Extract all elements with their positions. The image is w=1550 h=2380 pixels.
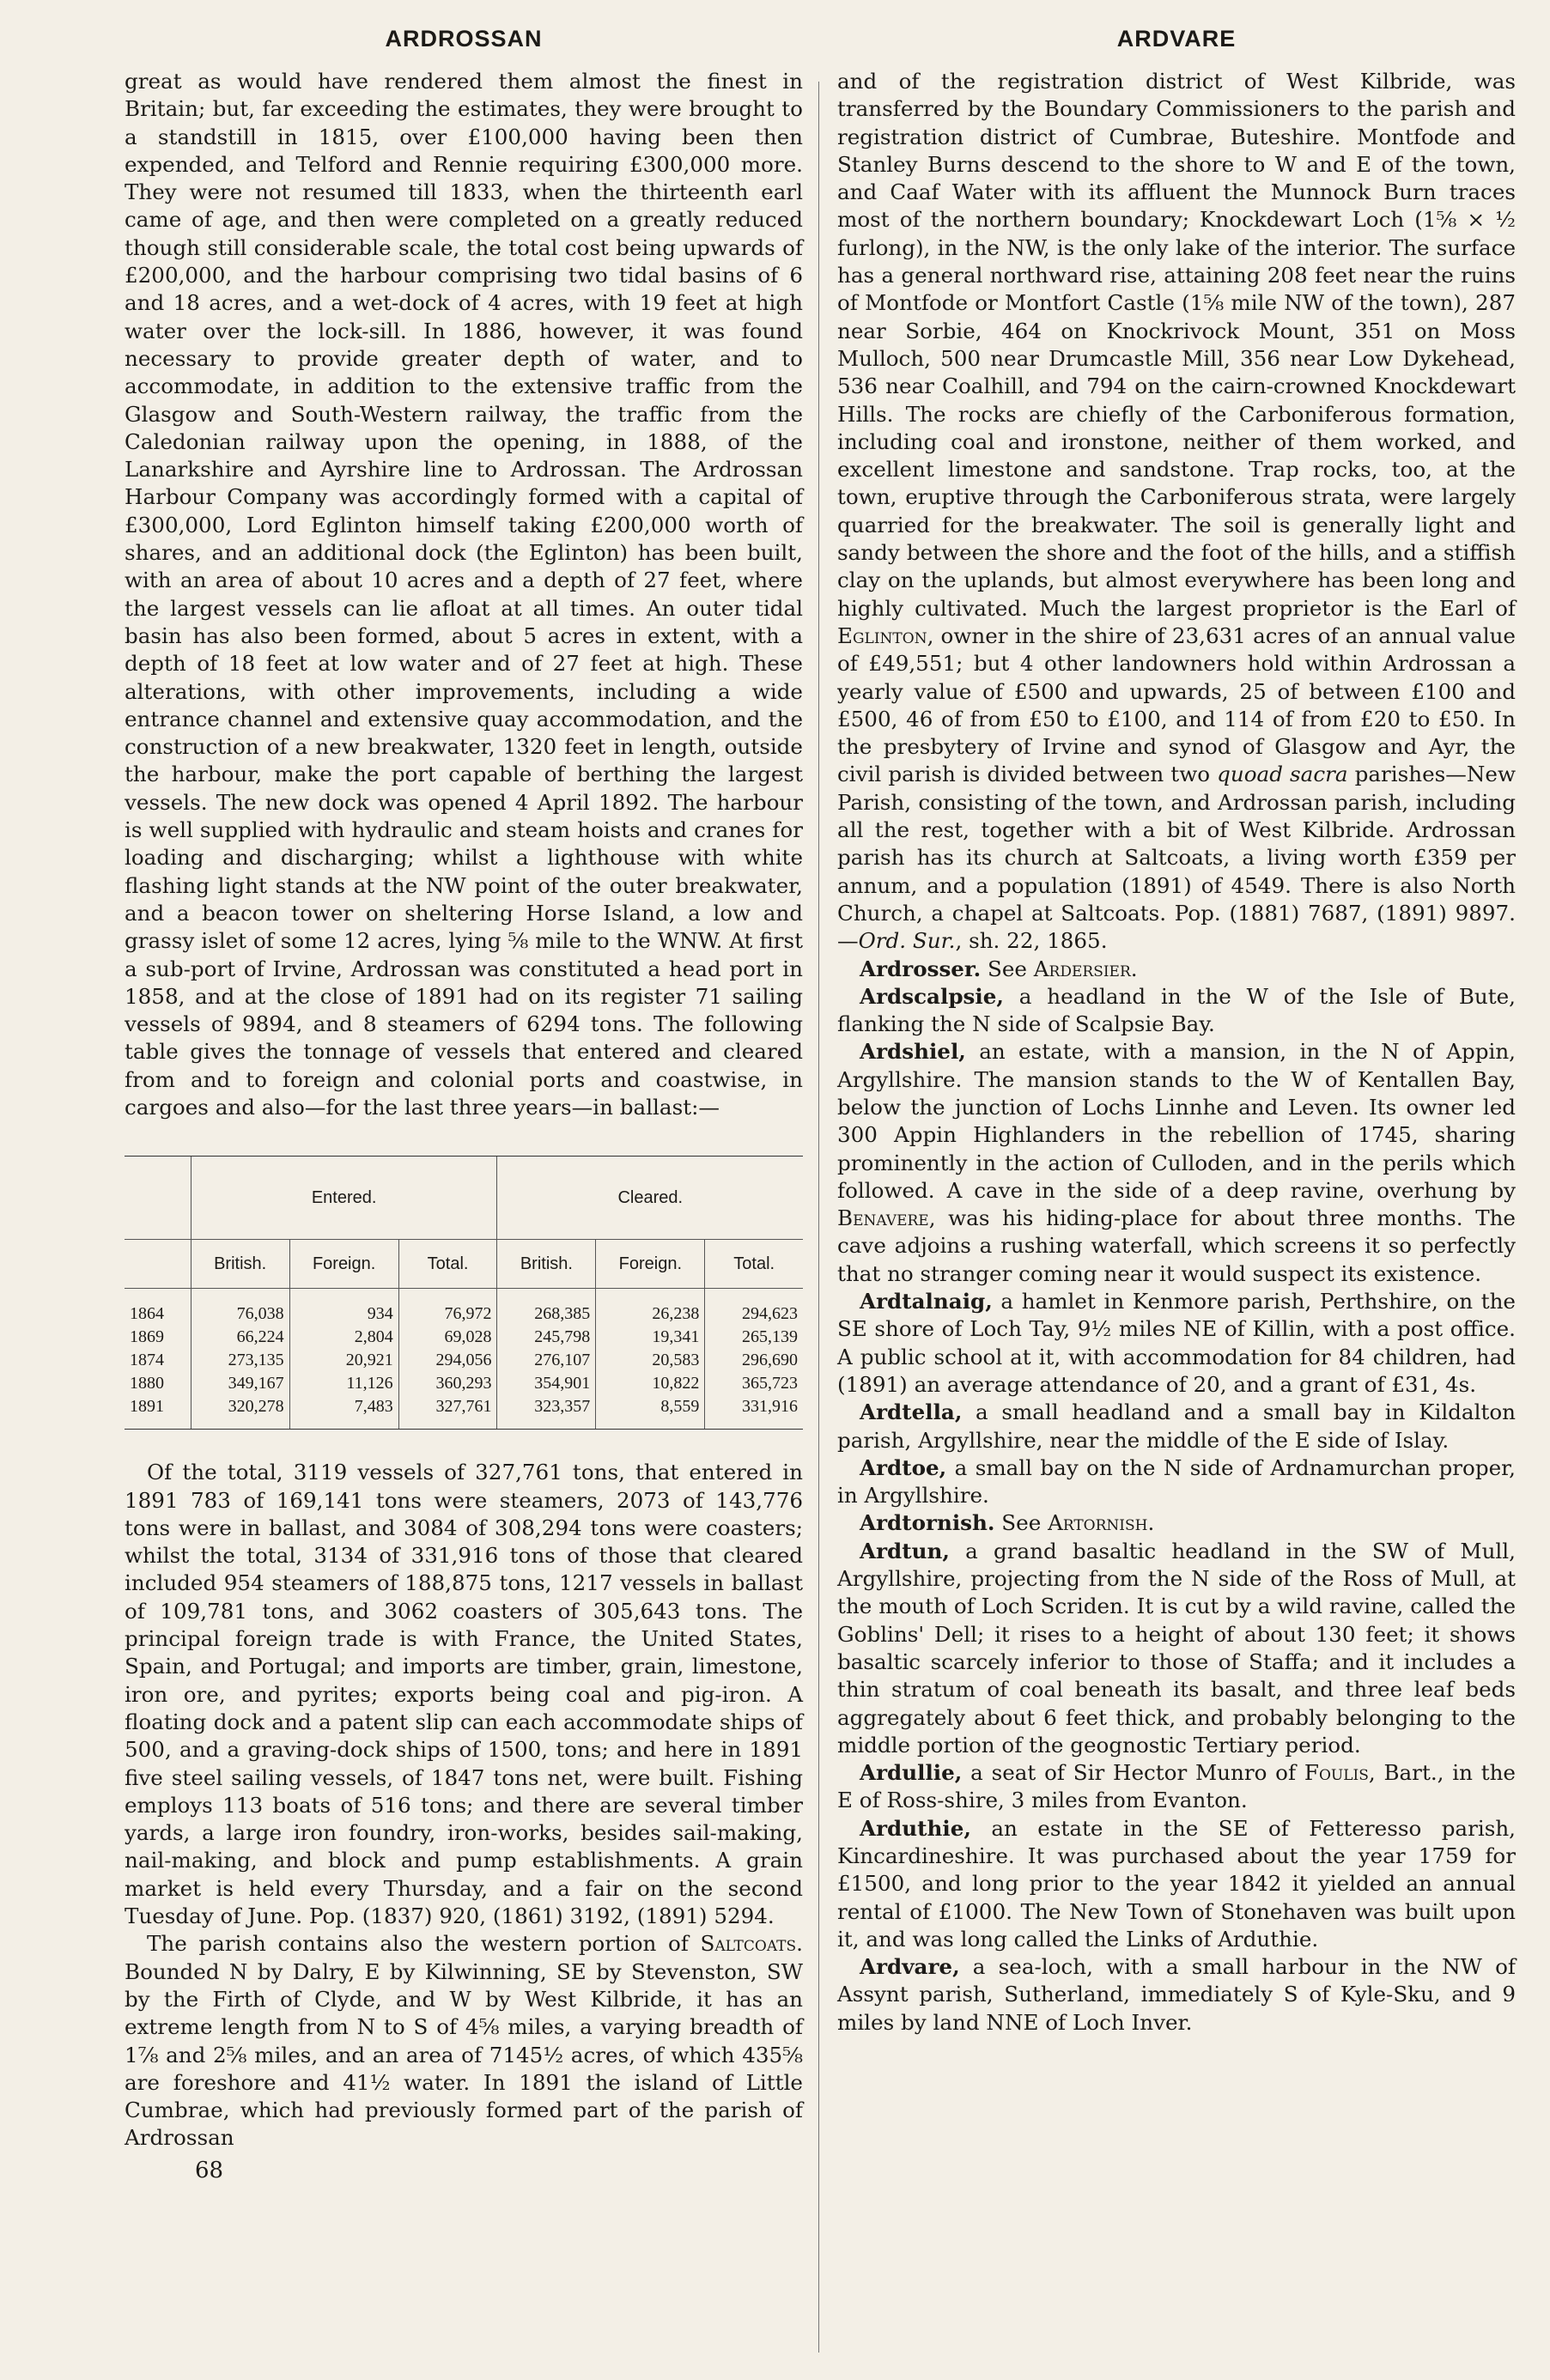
- col-header: Total.: [705, 1240, 803, 1289]
- left-column: [125, 26, 803, 2183]
- entry-term: Ardullie,: [860, 1760, 963, 1786]
- left-paragraph-1: great as would have rendered them almost the finest in Britain; but, far exceeding the estimates, they were brought to a standstill in 1815, over £100,000 having been then expended, and Telford and Rennie requiring £300,000 more. They were not resumed till 1833, when the thirteenth earl came of age, and then were completed on a greatly reduced though still considerable scale, the total cost being upwards of £200,000, and the harbour comprising two tidal basins of 6 and 18 acres, and a wet-dock of 4 acres, with 19 feet at high water over the lock-sill. In 1886, however, it was found necessary to provide greater depth of water, and to accommodate, in addition to the extensive traffic from the Glasgow and South-Western railway, the traffic from the Caledonian railway upon the opening, in 1888, of the Lanarkshire and Ayrshire line to Ardrossan. The Ardrossan Harbour Company was accordingly formed with a capital of £300,000, Lord Eglinton himself taking £200,000 worth of shares, and an additional dock (the Eglinton) has been built, with an area of about 10 acres and a depth of 27 feet, where the largest vessels can lie afloat at all times. An outer tidal basin has also been formed, about 5 acres in extent, with a depth of 18 feet at low water and of 27 feet at high. These alterations, with other improvements, including a wide entrance channel and extensive quay accommodation, and the construction of a new breakwater, 1320 feet in length, outside the harbour, make the port capable of berthing the largest vessels. The new dock was opened 4 April 1892. The harbour is well supplied with hydraulic and steam hoists and cranes for loading and discharging; whilst a lighthouse with white flashing light stands at the NW point of the outer breakwater, and a beacon tower on sheltering Horse Island, a low and grassy islet of some 12 acres, lying ⅝ mile to the WNW. At first a sub-port of Irvine, Ardrossan was constituted a head port in 1858, and at the close of 1891 had on its register 71 sailing vessels of 9894, and 8 steamers of 6294 tons. The following table gives the tonnage of vessels that entered and cleared from and to foreign and colonial ports and coastwise, in cargoes and also—for the last three years—in ballast:—: [125, 69, 803, 1120]
- table-cell: 294,056: [398, 1349, 497, 1372]
- gazetteer-entry: [837, 1454, 1516, 1510]
- col-header: British.: [191, 1240, 289, 1289]
- gazetteer-entry: [837, 956, 1516, 983]
- table-cell: 331,916: [705, 1395, 803, 1430]
- entry-term: Ardtalnaig,: [860, 1289, 993, 1314]
- table-corner: [125, 1157, 191, 1240]
- table-row: [125, 1395, 803, 1430]
- page-number: 68: [195, 2157, 224, 2183]
- cross-reference: Ardersier: [1033, 956, 1131, 981]
- table-cell: 76,038: [191, 1289, 289, 1327]
- entry-text: See: [981, 956, 1034, 981]
- table-cell: 349,167: [191, 1372, 289, 1395]
- table-cell: 1869: [130, 1327, 164, 1347]
- italic-term: quoad sacra: [1217, 762, 1348, 787]
- entry-term: Ardrosser.: [860, 956, 982, 981]
- table-cell: 360,293: [398, 1372, 497, 1395]
- entered-header: Entered.: [191, 1157, 497, 1240]
- table-cell: 7,483: [289, 1395, 398, 1430]
- entry-term: Ardtoe,: [860, 1454, 947, 1480]
- table-cell: 365,723: [705, 1372, 803, 1395]
- right-running-head: ARDVARE: [1116, 26, 1237, 52]
- table-cell: 296,690: [705, 1349, 803, 1372]
- cross-reference: Artornish: [1048, 1510, 1148, 1536]
- table-cell: 294,623: [705, 1289, 803, 1327]
- gazetteer-entry: [837, 1538, 1516, 1759]
- entry-text: an estate, with a mansion, in the N of Appin, Argyllshire. The mansion stands to the W of Kentallen Bay, below the junction of Lochs Linnhe and Leven. Its owner led 300 Appin Highlanders in the rebellion of 1745, sharing prominently in the action of Culloden, and in the perils which followed. A cave in the side of a deep ravine, overhung by: [837, 1039, 1516, 1203]
- entry-text: , Bart., in the E of Ross-shire, 3 miles from Evanton.: [837, 1760, 1516, 1813]
- survey-reference: Ord. Sur.: [858, 928, 956, 954]
- year-header: [125, 1240, 191, 1289]
- col-header: British.: [497, 1240, 596, 1289]
- table-cell: 26,238: [596, 1289, 705, 1327]
- table-cell: 245,798: [497, 1326, 596, 1349]
- table-cell: 1864: [130, 1304, 164, 1324]
- table-cell: 1880: [130, 1374, 164, 1393]
- entry-text: a seat of Sir Hector Munro of: [962, 1760, 1304, 1786]
- table-cell: 1891: [125, 1395, 191, 1430]
- table-cell: 69,028: [398, 1326, 497, 1349]
- entry-text: a small bay on the N side of Ardnamurchan proper, in Argyllshire.: [837, 1454, 1516, 1509]
- right-column: [837, 26, 1516, 2037]
- left-running-head: ARDROSSAN: [385, 26, 543, 52]
- table-cell: 265,139: [705, 1326, 803, 1349]
- entry-text: See: [994, 1510, 1049, 1536]
- entry-text: .: [1130, 956, 1138, 981]
- column-divider: [818, 82, 819, 2353]
- table-cell: 934: [289, 1289, 398, 1327]
- entry-text: a small headland and a small bay in Kildalton parish, Argyllshire, near the middle of the E side of Islay.: [837, 1399, 1516, 1453]
- entry-term: Arduthie,: [860, 1815, 971, 1841]
- cross-reference: Foulis: [1304, 1760, 1369, 1786]
- table-cell: 8,559: [596, 1395, 705, 1430]
- place-reference: Saltcoats: [700, 1931, 797, 1957]
- table-cell: 276,107: [497, 1349, 596, 1372]
- table-row: [125, 1372, 803, 1395]
- gazetteer-entry: [837, 1288, 1516, 1399]
- col-header: Foreign.: [289, 1240, 398, 1289]
- gazetteer-entry: [837, 1953, 1516, 2037]
- table-cell: 323,357: [497, 1395, 596, 1430]
- table-cell: 320,278: [191, 1395, 289, 1430]
- table-cell: 1874: [130, 1351, 164, 1370]
- table-row: [125, 1326, 803, 1349]
- entry-text: , was his hiding-place for about three months. The cave adjoins a rushing waterfall, which screens it so perfectly that no stranger coming near it would suspect its existence.: [837, 1205, 1516, 1286]
- entry-term: Ardtornish.: [860, 1510, 995, 1536]
- entry-text: a grand basaltic headland in the SW of Mull, Argyllshire, projecting from the N side of the Ross of Mull, at the mouth of Loch Scriden. It is cut by a wild ravine, called the Goblins' Dell; it rises to a height of about 130 feet; it shows basaltic scarcely inferior to those of Staffa; and it includes a thin stratum of coal beneath its basalt, and three leaf beds aggregately about 6 feet thick, and probably belonging to the middle portion of the geognostic Tertiary period.: [837, 1538, 1516, 1758]
- table-cell: 20,921: [289, 1349, 398, 1372]
- entry-text: an estate in the SE of Fetteresso parish, Kincardineshire. It was purchased about the year 1759 for £1500, and long prior to the year 1842 it yielded an annual rental of £1000. The New Town of Stonehaven was built upon it, and was long called the Links of Arduthie.: [837, 1815, 1516, 1952]
- table-cell: 354,901: [497, 1372, 596, 1395]
- cleared-header: Cleared.: [497, 1157, 803, 1240]
- text-run: parishes—New Parish, consisting of the town, and Ardrossan parish, including all the rest, together with a bit of West Kilbride. Ardrossan parish has its church at Saltcoats, a living worth £359 per annum, and a population (1891) of 4549. There is also North Church, a chapel at Saltcoats. Pop. (1881) 7687, (1891) 9897. —: [837, 762, 1517, 954]
- table-cell: 20,583: [596, 1349, 705, 1372]
- text-run: , owner in the shire of 23,631 acres of an annual value of £49,551; but 4 other landowners hold within Ardrossan a yearly value of £500 and upwards, 25 of between £100 and £500, 46 of from £50 to £100, and 114 of from £20 to £50. In the presbytery of Irvine and synod of Glasgow and Ayr, the civil parish is divided between two: [837, 622, 1516, 787]
- table-cell: 76,972: [398, 1289, 497, 1327]
- table-cell: 268,385: [497, 1289, 596, 1327]
- gazetteer-entry: [837, 1509, 1516, 1537]
- table-row: [125, 1289, 803, 1327]
- entry-term: Ardvare,: [860, 1954, 960, 1980]
- entry-text: a hamlet in Kenmore parish, Perthshire, on the SE shore of Loch Tay, 9½ miles NE of Killin, with a post office. A public school at it, with accommodation for 84 children, had (1891) an average attendance of 20, and a grant of £31, 4s.: [837, 1289, 1516, 1397]
- place-reference: Eglinton: [837, 622, 927, 648]
- gazetteer-entry: [837, 1399, 1516, 1454]
- entry-text: a headland in the W of the Isle of Bute, flanking the N side of Scalpsie Bay.: [837, 983, 1516, 1037]
- table-cell: 10,822: [596, 1372, 705, 1395]
- col-header: Total.: [398, 1240, 497, 1289]
- table-cell: 2,804: [289, 1326, 398, 1349]
- entry-term: Ardtun,: [860, 1538, 950, 1563]
- table-row: [125, 1349, 803, 1372]
- left-paragraph-2: Of the total, 3119 vessels of 327,761 tons, that entered in 1891 783 of 169,141 tons were steamers, 2073 of 143,776 tons were in ballast, and 3084 of 308,294 tons were coasters; whilst the total, 3134 of 331,916 tons of those that cleared included 954 steamers of 188,875 tons, 1217 vessels in ballast of 109,781 tons, and 3062 coasters of 305,643 tons. The principal foreign trade is with France, the United States, Spain, and Portugal; and imports are timber, grain, limestone, iron ore, and pyrites; exports being coal and pig-iron. A floating dock and a patent slip can each accommodate ships of 500, and a graving-dock ships of 1500, tons; and here in 1891 five steel sailing vessels, of 1847 tons net, were built. Fishing employs 113 boats of 516 tons; and there are several timber yards, a large iron foundry, iron-works, besides sail-making, nail-making, and block and pump establishments. A grain market is held every Thursday, and a fair on the second Tuesday of June. Pop. (1837) 920, (1861) 3192, (1891) 5294.: [125, 1460, 803, 1929]
- tonnage-table: [125, 1156, 803, 1430]
- table-cell: 327,761: [398, 1395, 497, 1430]
- text-run: . Bounded N by Dalry, E by Kilwinning, SE by Stevenston, SW by the Firth of Clyde, and W by West Kilbride, it has an extreme length from N to S of 4⅝ miles, a varying breadth of 1⅞ and 2⅝ miles, and an area of 7145½ acres, of which 435⅝ are foreshore and 41½ water. In 1891 the island of Little Cumbrae, which had previously formed part of the parish of Ardrossan: [125, 1931, 803, 2151]
- table-cell: 19,341: [596, 1326, 705, 1349]
- cross-reference: Benavere: [837, 1205, 929, 1231]
- entry-term: Ardscalpsie,: [860, 983, 1004, 1009]
- left-paragraph-3: [125, 1930, 803, 2152]
- entry-term: Ardtella,: [860, 1399, 963, 1425]
- right-paragraph-1: [837, 68, 1516, 956]
- gazetteer-entry: [837, 1038, 1516, 1288]
- text-run: The parish contains also the western portion of: [147, 1931, 701, 1957]
- entry-text: .: [1147, 1510, 1155, 1536]
- text-run: , sh. 22, 1865.: [955, 928, 1108, 954]
- gazetteer-entry: [837, 1815, 1516, 1953]
- table-cell: 66,224: [191, 1326, 289, 1349]
- text-run: and of the registration district of West Kilbride, was transferred by the Boundary Commissioners to the parish and registration district of Cumbrae, Buteshire. Montfode and Stanley Burns descend to the shore to W and E of the town, and Caaf Water with its affluent the Munnock Burn traces most of the northern boundary; Knockdewart Loch (1⅝ × ½ furlong), in the NW, is the only lake of the interior. The surface has a general northward rise, attaining 208 feet near the ruins of Montfode or Montfort Castle (1⅝ mile NW of the town), 287 near Sorbie, 464 on Knockrivock Mount, 351 on Moss Mulloch, 500 near Drumcastle Mill, 356 near Low Dykehead, 536 near Coalhill, and 794 on the cairn-crowned Knockdewart Hills. The rocks are chiefly of the Carboniferous formation, including coal and ironstone, neither of them worked, and excellent limestone and sandstone. Trap rocks, too, at the town, eruptive through the Carboniferous strata, were largely quarried for the breakwater. The soil is generally light and sandy between the shore and the foot of the hills, and a stiffish clay on the uplands, but almost everywhere has been long and highly cultivated. Much the largest proprietor is the Earl of: [837, 69, 1516, 621]
- table-cell: 273,135: [191, 1349, 289, 1372]
- entry-term: Ardshiel,: [860, 1039, 966, 1065]
- table-cell: 11,126: [289, 1372, 398, 1395]
- entry-text: a sea-loch, with a small harbour in the NW of Assynt parish, Sutherland, immediately S of Kyle-Sku, and 9 miles by land NNE of Loch Inver.: [837, 1954, 1516, 2035]
- col-header: Foreign.: [596, 1240, 705, 1289]
- gazetteer-entry: [837, 1759, 1516, 1815]
- gazetteer-entries: [837, 956, 1516, 2037]
- gazetteer-entry: [837, 983, 1516, 1039]
